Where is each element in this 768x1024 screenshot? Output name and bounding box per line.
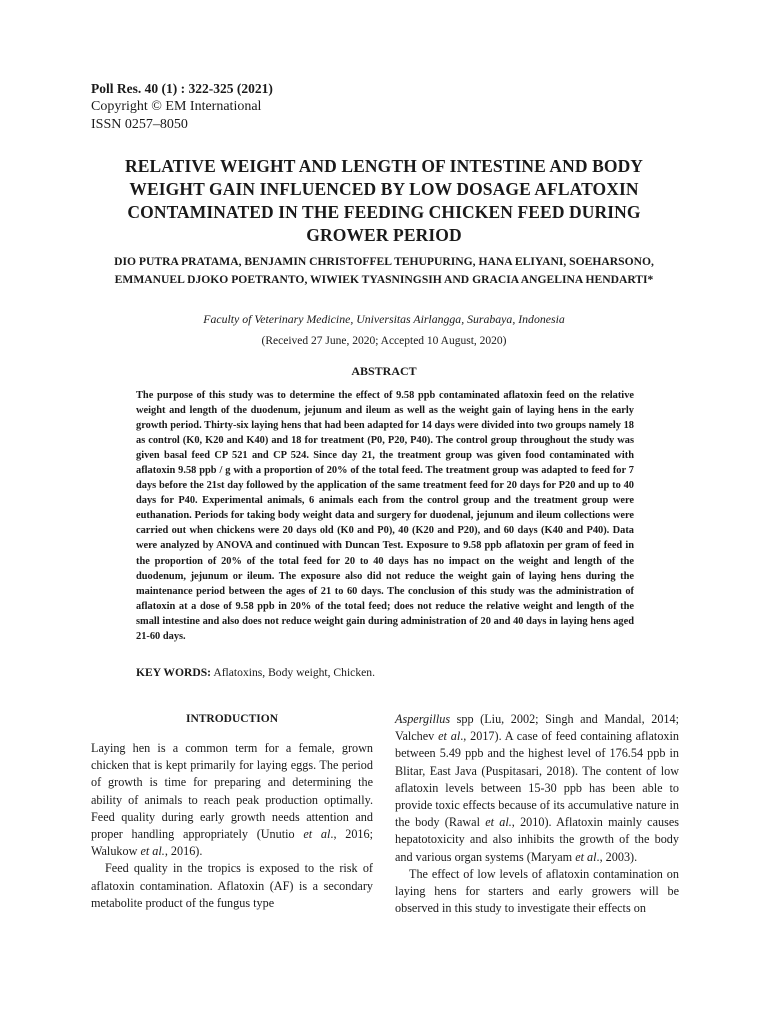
abstract-heading: ABSTRACT [351, 364, 417, 378]
keywords [136, 665, 634, 681]
journal-copyright: Copyright © EM International [91, 99, 262, 114]
intro-paragraph-3: The effect of low levels of aflatoxin contamination on laying hens for starters and early growers will be observed in this study to investigate their effects on [395, 866, 679, 916]
received-dates: (Received 27 June, 2020; Accepted 10 August, 2020) [261, 335, 507, 347]
left-column [91, 711, 373, 912]
affiliation: Faculty of Veterinary Medicine, Universitas Airlangga, Surabaya, Indonesia [203, 312, 565, 326]
keywords-label: KEY WORDS: [136, 666, 212, 679]
intro-paragraph-1: Laying hen is a common term for a female, grown chicken that is kept primarily for laying eggs. The period of growth is time for preparing and determining the ability of animals to reach peak production optimally. Feed quality during early growth needs attention and proper handling appropriately (Unutio et al., 2016; Walukow et al., 2016). [91, 741, 373, 859]
author-list: DIO PUTRA PRATAMA, BENJAMIN CHRISTOFFEL TEHUPURING, HANA ELIYANI, SOEHARSONO, EMMANUEL DJOKO POETRANTO, WIWIEK TYASNINGSIH AND GRACIA ANGELINA HENDARTI* [114, 255, 654, 286]
journal-citation: Poll Res. 40 (1) : 322-325 (2021) [91, 81, 273, 96]
right-column [395, 711, 679, 917]
keywords-value: Aflatoxins, Body weight, Chicken. [211, 666, 375, 679]
journal-info [91, 80, 491, 134]
introduction-heading: INTRODUCTION [185, 713, 278, 725]
intro-paragraph-2-continued: Aspergillus spp (Liu, 2002; Singh and Mandal, 2014; Valchev et al., 2017). A case of feed containing aflatoxin between 5.49 ppb and the highest level of 176.54 ppb in Blitar, East Java (Puspitasari, 2018). The content of low aflatoxin levels between 15-30 ppb has been able to provide toxic effects because of its accumulative nature in the body (Rawal et al., 2010). Aflatoxin mainly causes hepatotoxicity and also inhibits the growth of the body and various organ systems (Maryam et al., 2003). [395, 712, 679, 864]
intro-paragraph-2: Feed quality in the tropics is exposed to the risk of aflatoxin contamination. Aflatoxin (AF) is a secondary metabolite product of the fungus type [91, 861, 373, 910]
journal-issn: ISSN 0257–8050 [91, 117, 188, 132]
abstract-text: The purpose of this study was to determine the effect of 9.58 ppb contaminated aflatoxin feed on the relative weight and length of the duodenum, jejunum and ileum as well as the weight gain of laying hens in the early growth period. Thirty-six laying hens that had been adapted for 14 days were divided into two groups namely 18 as control (K0, K20 and K40) and 18 for treatment (P0, P20, P40). The control group throughout the study was given basal feed CP 521 and CP 524. Since day 21, the treatment group was given food contaminated with aflatoxin 9.58 ppb / g with a proportion of 20% of the total feed. The treatment group was adapted to feed for 7 days before the 21st day followed by the application of the same treatment feed for 20 days for P20 and up to 40 days for P40. Experimental animals, 6 animals each from the control group and the treatment group were euthanation. Periods for taking body weight data and surgery for duodenal, jejunum and ileum collections were carried out when chickens were 20 days old (K0 and P0), 40 (K20 and P20), and 60 days (K40 and P40). Data were analyzed by ANOVA and continued with Duncan Test. Exposure to 9.58 ppb aflatoxin per gram of feed in the proportion of 20% of the total feed for 20 to 40 days has no impact on the weight and length of the duodenum, jejunum or ileum. The exposure also did not reduce the weight gain of laying hens during the maintenance period between the ages of 21 to 60 days. The conclusion of this study was the administration of aflatoxin at a dose of 9.58 ppb in 20% of the total feed; does not reduce the relative weight and length of the small intestine and also does not reduce weight gain during administration of 20 and 40 days in laying hens aged 21-60 days. [136, 390, 634, 642]
paper-title: RELATIVE WEIGHT AND LENGTH OF INTESTINE AND BODY WEIGHT GAIN INFLUENCED BY LOW DOSAGE AFLATOXIN CONTAMINATED IN THE FEEDING CHICKEN FEED DURING GROWER PERIOD [124, 156, 644, 245]
